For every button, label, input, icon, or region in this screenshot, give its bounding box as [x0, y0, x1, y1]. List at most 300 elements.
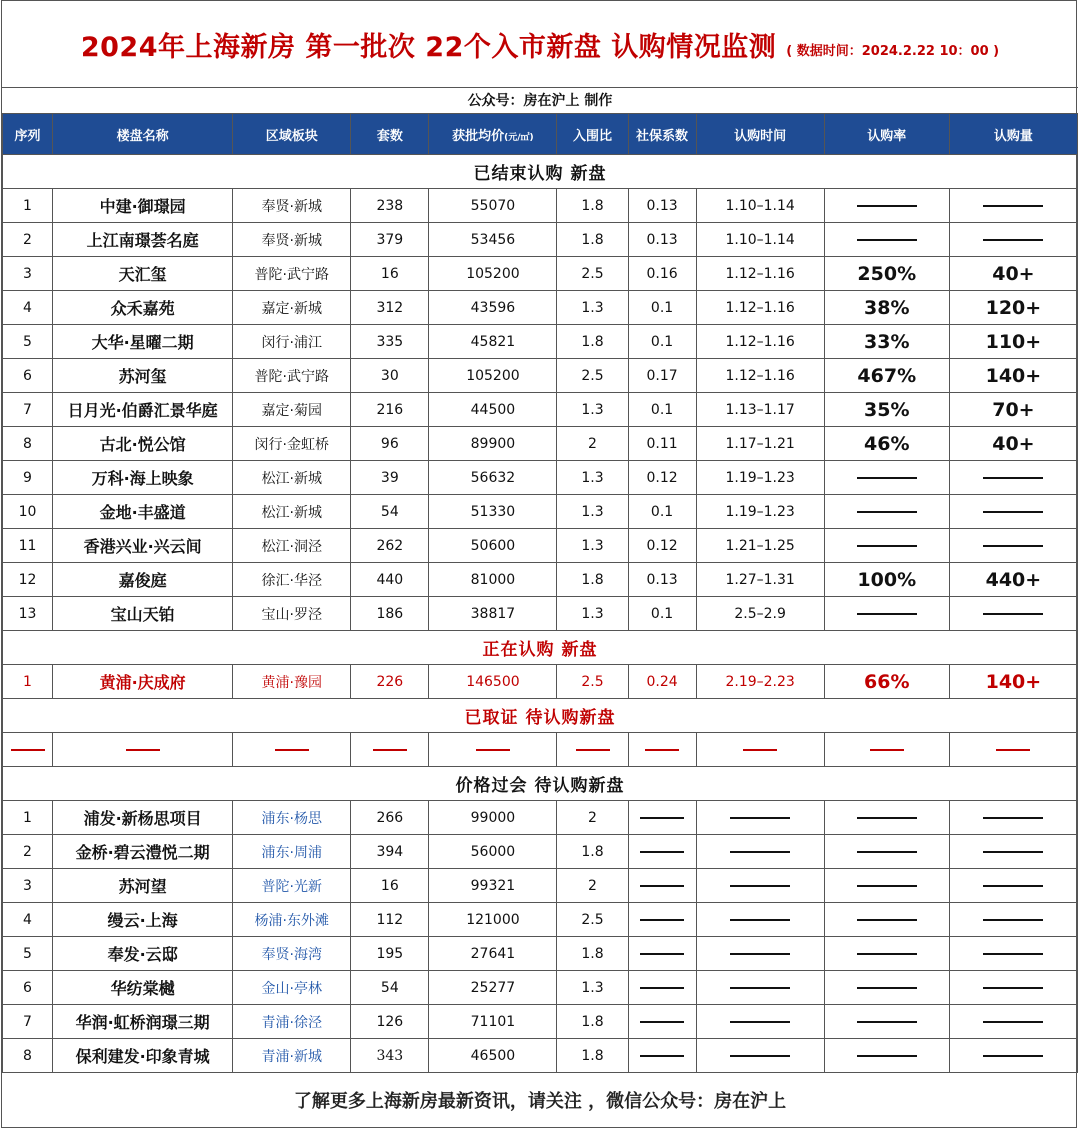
cell-price: 56632	[429, 461, 557, 495]
cell-rate: 35%	[824, 393, 949, 427]
cell-period: 1.12–1.16	[696, 359, 824, 393]
col-coef-header: 社保系数	[628, 114, 696, 155]
dash-mark	[640, 1055, 684, 1057]
empty-cell	[557, 733, 628, 767]
table-row	[3, 1005, 1078, 1039]
table-row	[3, 971, 1078, 1005]
price-header-label: 获批均价	[452, 128, 505, 144]
cell-ratio: 2	[557, 869, 628, 903]
cell-units: 216	[351, 393, 429, 427]
cell-units: 112	[351, 903, 429, 937]
cell-region: 奉贤·新城	[233, 189, 351, 223]
cell-price: 51330	[429, 495, 557, 529]
cell-period	[696, 869, 824, 903]
data-timestamp: ( 数据时间：2024.2.22 10：00 )	[786, 43, 1000, 59]
cell-coef: 0.13	[628, 189, 696, 223]
cell-period: 1.17–1.21	[696, 427, 824, 461]
cell-region: 普陀·武宁路	[233, 257, 351, 291]
section-priced	[3, 767, 1078, 801]
cell-amount: 140+	[949, 665, 1077, 699]
cell-region: 嘉定·新城	[233, 291, 351, 325]
cell-region: 普陀·光新	[233, 869, 351, 903]
cell-price: 89900	[429, 427, 557, 461]
cell-name: 苏河玺	[53, 359, 233, 393]
cell-region: 金山·亭林	[233, 971, 351, 1005]
cell-units: 238	[351, 189, 429, 223]
cell-index: 1	[3, 801, 53, 835]
cell-units: 39	[351, 461, 429, 495]
cell-price: 25277	[429, 971, 557, 1005]
cell-name: 华润·虹桥润璟三期	[53, 1005, 233, 1039]
dash-mark	[857, 885, 917, 887]
cell-price: 27641	[429, 937, 557, 971]
cell-coef	[628, 835, 696, 869]
cell-amount	[949, 971, 1077, 1005]
cell-index: 5	[3, 937, 53, 971]
empty-cell	[233, 733, 351, 767]
cell-amount: 440+	[949, 563, 1077, 597]
cell-region: 黄浦·豫园	[233, 665, 351, 699]
cell-period	[696, 1039, 824, 1073]
table-row	[3, 801, 1078, 835]
table-row	[3, 495, 1078, 529]
dash-mark	[730, 885, 790, 887]
cell-region: 宝山·罗泾	[233, 597, 351, 631]
cell-index: 4	[3, 291, 53, 325]
dash-mark	[983, 1021, 1043, 1023]
price-unit-label: (元/㎡)	[504, 132, 534, 143]
col-amount-header: 认购量	[949, 114, 1077, 155]
cell-ratio: 1.3	[557, 495, 628, 529]
cell-ratio: 2.5	[557, 665, 628, 699]
cell-region: 徐汇·华泾	[233, 563, 351, 597]
cell-amount	[949, 835, 1077, 869]
cell-coef: 0.17	[628, 359, 696, 393]
cell-index: 10	[3, 495, 53, 529]
dash-mark	[857, 1021, 917, 1023]
dash-mark	[870, 749, 904, 751]
cell-coef: 0.12	[628, 461, 696, 495]
cell-name: 日月光·伯爵汇景华庭	[53, 393, 233, 427]
cell-ratio: 1.3	[557, 291, 628, 325]
dash-mark	[983, 987, 1043, 989]
cell-coef: 0.1	[628, 393, 696, 427]
cell-units: 195	[351, 937, 429, 971]
cell-region: 闵行·金虹桥	[233, 427, 351, 461]
empty-cell	[351, 733, 429, 767]
cell-ratio: 1.3	[557, 529, 628, 563]
empty-cell	[3, 733, 53, 767]
cell-amount: 140+	[949, 359, 1077, 393]
page-title: 2024年上海新房 第一批次 22个入市新盘 认购情况监测	[80, 31, 777, 63]
cell-name: 金地·丰盛道	[53, 495, 233, 529]
dash-mark	[11, 749, 45, 751]
dash-mark	[983, 817, 1043, 819]
cell-name: 嘉俊庭	[53, 563, 233, 597]
cell-ratio: 1.3	[557, 597, 628, 631]
cell-coef	[628, 937, 696, 971]
cell-index: 12	[3, 563, 53, 597]
dash-mark	[983, 919, 1043, 921]
dash-mark	[640, 953, 684, 955]
col-ratio-header: 入围比	[557, 114, 628, 155]
cell-ratio: 2.5	[557, 359, 628, 393]
cell-price: 55070	[429, 189, 557, 223]
dash-mark	[983, 511, 1043, 513]
dash-mark	[743, 749, 777, 751]
cell-units: 226	[351, 665, 429, 699]
cell-ratio: 1.8	[557, 325, 628, 359]
cell-rate: 100%	[824, 563, 949, 597]
dash-mark	[645, 749, 679, 751]
table-header	[3, 114, 1078, 155]
cell-name: 保利建发·印象青城	[53, 1039, 233, 1073]
cell-index: 3	[3, 257, 53, 291]
listing-table	[2, 113, 1078, 1073]
cell-units: 30	[351, 359, 429, 393]
cell-rate	[824, 1039, 949, 1073]
cell-name: 华纺棠樾	[53, 971, 233, 1005]
cell-coef	[628, 801, 696, 835]
dash-mark	[730, 919, 790, 921]
cell-name: 香港兴业·兴云间	[53, 529, 233, 563]
cell-index: 7	[3, 1005, 53, 1039]
cell-region: 松江·洞泾	[233, 529, 351, 563]
cell-amount	[949, 529, 1077, 563]
dash-mark	[857, 239, 917, 241]
cell-price: 50600	[429, 529, 557, 563]
cell-name: 浦发·新杨思项目	[53, 801, 233, 835]
dash-mark	[857, 511, 917, 513]
cell-ratio: 1.8	[557, 223, 628, 257]
table-row	[3, 937, 1078, 971]
cell-amount	[949, 461, 1077, 495]
cell-rate	[824, 835, 949, 869]
dash-mark	[983, 613, 1043, 615]
section-title: 正在认购 新盘	[3, 631, 1078, 665]
cell-index: 8	[3, 1039, 53, 1073]
cell-coef: 0.1	[628, 597, 696, 631]
dash-mark	[640, 885, 684, 887]
cell-coef	[628, 1005, 696, 1039]
cell-coef: 0.1	[628, 325, 696, 359]
cell-rate	[824, 869, 949, 903]
cell-price: 146500	[429, 665, 557, 699]
cell-rate: 38%	[824, 291, 949, 325]
cell-units: 54	[351, 971, 429, 1005]
cell-period: 1.12–1.16	[696, 291, 824, 325]
cell-units: 54	[351, 495, 429, 529]
section-finished	[3, 155, 1078, 189]
col-period-header: 认购时间	[696, 114, 824, 155]
cell-ratio: 1.8	[557, 1005, 628, 1039]
cell-rate	[824, 529, 949, 563]
dash-mark	[857, 953, 917, 955]
empty-cell	[53, 733, 233, 767]
cell-price: 121000	[429, 903, 557, 937]
cell-price: 105200	[429, 257, 557, 291]
cell-coef	[628, 903, 696, 937]
empty-cell	[628, 733, 696, 767]
dash-mark	[857, 817, 917, 819]
cell-amount: 70+	[949, 393, 1077, 427]
cell-region: 松江·新城	[233, 461, 351, 495]
table-row	[3, 291, 1078, 325]
table-row	[3, 427, 1078, 461]
cell-rate	[824, 903, 949, 937]
cell-coef	[628, 869, 696, 903]
cell-rate	[824, 495, 949, 529]
cell-amount	[949, 223, 1077, 257]
cell-units: 16	[351, 869, 429, 903]
cell-period: 1.13–1.17	[696, 393, 824, 427]
cell-coef: 0.12	[628, 529, 696, 563]
cell-price: 53456	[429, 223, 557, 257]
cell-index: 7	[3, 393, 53, 427]
cell-units: 440	[351, 563, 429, 597]
dash-mark	[640, 817, 684, 819]
dash-mark	[640, 919, 684, 921]
cell-price: 99000	[429, 801, 557, 835]
cell-amount	[949, 495, 1077, 529]
table-row	[3, 359, 1078, 393]
cell-rate	[824, 223, 949, 257]
section-title: 已取证 待认购新盘	[3, 699, 1078, 733]
cell-amount	[949, 597, 1077, 631]
cell-amount	[949, 189, 1077, 223]
table-row	[3, 223, 1078, 257]
cell-index: 6	[3, 971, 53, 1005]
cell-coef: 0.16	[628, 257, 696, 291]
cell-coef	[628, 1039, 696, 1073]
dash-mark	[983, 545, 1043, 547]
table-row	[3, 189, 1078, 223]
cell-name: 缦云·上海	[53, 903, 233, 937]
cell-name: 中建·御璟园	[53, 189, 233, 223]
dash-mark	[983, 205, 1043, 207]
empty-cell	[949, 733, 1077, 767]
cell-index: 1	[3, 665, 53, 699]
table-row-empty	[3, 733, 1078, 767]
cell-period	[696, 971, 824, 1005]
cell-price: 46500	[429, 1039, 557, 1073]
dash-mark	[983, 239, 1043, 241]
cell-rate	[824, 597, 949, 631]
col-region-header: 区域板块	[233, 114, 351, 155]
cell-amount: 40+	[949, 427, 1077, 461]
dash-mark	[730, 987, 790, 989]
cell-rate	[824, 801, 949, 835]
cell-coef: 0.1	[628, 495, 696, 529]
cell-ratio: 1.8	[557, 937, 628, 971]
cell-price: 105200	[429, 359, 557, 393]
dash-mark	[275, 749, 309, 751]
publisher-row	[2, 87, 1078, 114]
cell-period: 2.5–2.9	[696, 597, 824, 631]
cell-coef	[628, 971, 696, 1005]
cell-rate: 250%	[824, 257, 949, 291]
cell-ratio: 1.8	[557, 189, 628, 223]
cell-price: 81000	[429, 563, 557, 597]
cell-index: 2	[3, 835, 53, 869]
cell-rate	[824, 1005, 949, 1039]
dash-mark	[730, 817, 790, 819]
table-row	[3, 461, 1078, 495]
cell-name: 众禾嘉苑	[53, 291, 233, 325]
cell-period: 1.21–1.25	[696, 529, 824, 563]
cell-region: 浦东·杨思	[233, 801, 351, 835]
cell-name: 宝山天铂	[53, 597, 233, 631]
cell-index: 2	[3, 223, 53, 257]
empty-cell	[429, 733, 557, 767]
dash-mark	[640, 1021, 684, 1023]
cell-rate: 467%	[824, 359, 949, 393]
cell-amount	[949, 801, 1077, 835]
cell-period	[696, 937, 824, 971]
section-ongoing	[3, 631, 1078, 665]
section-title: 已结束认购 新盘	[3, 155, 1078, 189]
cell-region: 奉贤·新城	[233, 223, 351, 257]
cell-index: 1	[3, 189, 53, 223]
cell-index: 4	[3, 903, 53, 937]
cell-name: 金桥·碧云澧悦二期	[53, 835, 233, 869]
cell-index: 11	[3, 529, 53, 563]
dash-mark	[857, 919, 917, 921]
title-bar	[2, 1, 1078, 88]
cell-amount	[949, 1005, 1077, 1039]
cell-region: 杨浦·东外滩	[233, 903, 351, 937]
dash-mark	[996, 749, 1030, 751]
cell-period: 1.27–1.31	[696, 563, 824, 597]
cell-rate	[824, 937, 949, 971]
dash-mark	[983, 477, 1043, 479]
footer-text: 了解更多上海新房最新资讯，请关注 ，微信公众号：房在沪上	[293, 1090, 787, 1112]
cell-rate: 66%	[824, 665, 949, 699]
dash-mark	[640, 851, 684, 853]
cell-rate: 33%	[824, 325, 949, 359]
dash-mark	[857, 613, 917, 615]
cell-price: 71101	[429, 1005, 557, 1039]
cell-units: 262	[351, 529, 429, 563]
col-price-header	[429, 114, 557, 155]
cell-index: 6	[3, 359, 53, 393]
dash-mark	[983, 885, 1043, 887]
cell-period	[696, 835, 824, 869]
section-certified	[3, 699, 1078, 733]
cell-ratio: 2.5	[557, 257, 628, 291]
col-units-header: 套数	[351, 114, 429, 155]
cell-coef: 0.24	[628, 665, 696, 699]
cell-ratio: 1.8	[557, 563, 628, 597]
cell-name: 苏河望	[53, 869, 233, 903]
cell-units: 186	[351, 597, 429, 631]
cell-region: 青浦·徐泾	[233, 1005, 351, 1039]
cell-units: 394	[351, 835, 429, 869]
cell-amount	[949, 1039, 1077, 1073]
cell-units: 312	[351, 291, 429, 325]
cell-price: 43596	[429, 291, 557, 325]
cell-coef: 0.13	[628, 223, 696, 257]
col-name-header: 楼盘名称	[53, 114, 233, 155]
report-frame	[1, 0, 1077, 1128]
cell-units: 266	[351, 801, 429, 835]
cell-ratio: 1.3	[557, 393, 628, 427]
table-row	[3, 665, 1078, 699]
cell-ratio: 1.8	[557, 835, 628, 869]
cell-name: 奉发·云邸	[53, 937, 233, 971]
cell-amount: 40+	[949, 257, 1077, 291]
cell-units: 379	[351, 223, 429, 257]
dash-mark	[476, 749, 510, 751]
cell-period	[696, 1005, 824, 1039]
cell-region: 浦东·周浦	[233, 835, 351, 869]
cell-ratio: 1.3	[557, 971, 628, 1005]
cell-units: 343	[351, 1039, 429, 1073]
cell-units: 126	[351, 1005, 429, 1039]
table-row	[3, 869, 1078, 903]
dash-mark	[857, 1055, 917, 1057]
cell-rate: 46%	[824, 427, 949, 461]
empty-cell	[824, 733, 949, 767]
dash-mark	[857, 205, 917, 207]
table-row	[3, 257, 1078, 291]
footer-note	[2, 1071, 1078, 1128]
cell-ratio: 1.3	[557, 461, 628, 495]
cell-period	[696, 801, 824, 835]
cell-rate	[824, 461, 949, 495]
table-row	[3, 325, 1078, 359]
table-row	[3, 597, 1078, 631]
publisher-label: 公众号：房在沪上 制作	[467, 93, 613, 109]
dash-mark	[857, 545, 917, 547]
cell-period: 1.19–1.23	[696, 495, 824, 529]
dash-mark	[373, 749, 407, 751]
cell-period: 2.19–2.23	[696, 665, 824, 699]
dash-mark	[730, 953, 790, 955]
cell-name: 万科·海上映象	[53, 461, 233, 495]
dash-mark	[730, 1055, 790, 1057]
cell-period: 1.19–1.23	[696, 461, 824, 495]
section-title: 价格过会 待认购新盘	[3, 767, 1078, 801]
cell-index: 9	[3, 461, 53, 495]
cell-index: 13	[3, 597, 53, 631]
dash-mark	[983, 953, 1043, 955]
dash-mark	[126, 749, 160, 751]
cell-rate	[824, 971, 949, 1005]
cell-name: 古北·悦公馆	[53, 427, 233, 461]
cell-amount	[949, 903, 1077, 937]
cell-period	[696, 903, 824, 937]
cell-units: 335	[351, 325, 429, 359]
cell-price: 38817	[429, 597, 557, 631]
cell-region: 松江·新城	[233, 495, 351, 529]
cell-coef: 0.11	[628, 427, 696, 461]
cell-region: 普陀·武宁路	[233, 359, 351, 393]
cell-price: 45821	[429, 325, 557, 359]
cell-units: 96	[351, 427, 429, 461]
cell-period: 1.10–1.14	[696, 223, 824, 257]
table-row	[3, 563, 1078, 597]
cell-price: 99321	[429, 869, 557, 903]
cell-ratio: 2.5	[557, 903, 628, 937]
cell-period: 1.12–1.16	[696, 325, 824, 359]
cell-ratio: 1.8	[557, 1039, 628, 1073]
dash-mark	[640, 987, 684, 989]
dash-mark	[730, 851, 790, 853]
cell-region: 嘉定·菊园	[233, 393, 351, 427]
cell-name: 天汇玺	[53, 257, 233, 291]
table-row	[3, 1039, 1078, 1073]
